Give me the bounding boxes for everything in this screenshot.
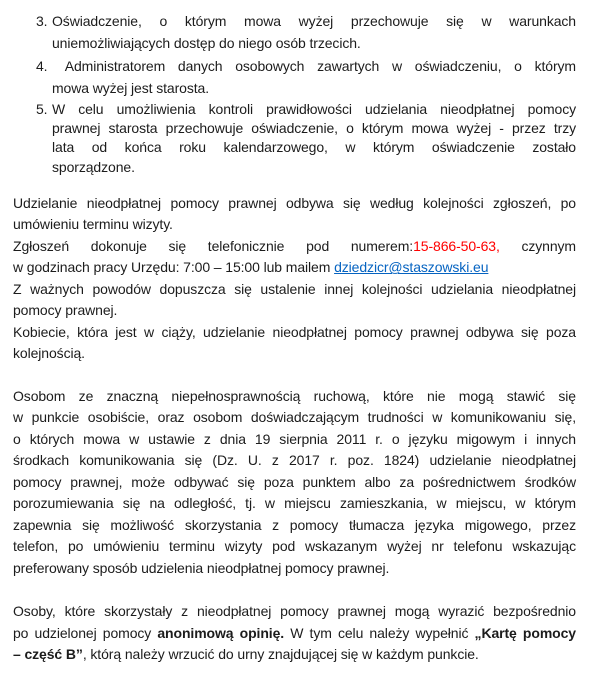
- text-line: Administratorem danych osobowych zawartych w oświadczeniu, o którym: [52, 57, 576, 74]
- email-link[interactable]: dziedzicr@staszowski.eu: [334, 259, 489, 276]
- paragraph-phone-contact: [13, 236, 576, 279]
- bold-text: anonimową opinię.: [157, 624, 285, 641]
- text-line: Z ważnych powodów dopuszcza się ustalenie innej kolejności udzielania nieodpłatnej: [13, 280, 576, 297]
- paragraph-pregnant: [13, 322, 576, 365]
- text-line: [13, 623, 576, 645]
- text-line: o których mowa w ustawie z dnia 19 sierpnia 2011 r. o języku migowym i innych: [13, 430, 576, 447]
- text-segment: , którą należy wrzucić do urny znajdującej się w każdym punkcie.: [82, 646, 479, 663]
- paragraph-disability: [13, 386, 576, 580]
- bold-text: „Kartę pomocy: [474, 624, 576, 641]
- text-line: porozumiewania się na odległość, tj. w miejscu zamieszkania, w miejscu, w którym: [13, 495, 576, 512]
- text-line: [13, 236, 576, 258]
- text-line: zapewnia się możliwość skorzystania z pomocy tłumacza języka migowego, przez: [13, 516, 576, 533]
- list-item-5: [36, 100, 576, 177]
- text-line: [13, 257, 576, 279]
- list-item-number: 3.: [36, 13, 48, 29]
- text-segment: Zgłoszeń dokonuje się telefonicznie pod numerem:: [13, 237, 414, 254]
- text-segment: po udzielonej pomocy: [13, 624, 158, 641]
- list-item-text: [52, 100, 576, 177]
- text-segment: w godzinach pracy Urzędu: 7:00 – 15:00 lub mailem: [13, 259, 335, 276]
- list-item-number: 5.: [36, 100, 48, 117]
- text-line: w punkcie osobiście, oraz osobom doświadczającym trudności w komunikowaniu się,: [13, 409, 576, 426]
- text-line: pomocy prawnej, może odbywać się poza punktem albo za pośrednictwem środków: [13, 473, 576, 490]
- text-line: uniemożliwiających dostęp do niego osób trzecich.: [52, 35, 361, 52]
- text-line: telefon, po umówieniu terminu wizyty pod wskazanym wyżej nr telefonu wskazując: [13, 538, 576, 555]
- bold-text: – część B”: [13, 646, 83, 663]
- text-line: pomocy prawnej.: [13, 302, 118, 319]
- text-line: prawnej starosta przechowuje oświadczenie, o którym mowa wyżej - przez trzy: [52, 119, 576, 136]
- text-line: preferowany sposób udzielenia nieodpłatnej pomocy prawnej.: [13, 559, 390, 576]
- list-item-text: [52, 10, 576, 55]
- text-line: środkach komunikowania się (Dz. U. z 2017 r. poz. 1824) udzielanie nieodpłatnej: [13, 452, 576, 469]
- list-item-number: 4.: [36, 57, 48, 74]
- text-segment: W tym celu należy wypełnić: [284, 624, 475, 641]
- text-line: W celu umożliwienia kontroli prawidłowości udzielania nieodpłatnej pomocy: [52, 100, 576, 117]
- text-line: mowa wyżej jest starosta.: [52, 80, 209, 97]
- text-line: [13, 644, 576, 666]
- text-line: umówieniu terminu wizyty.: [13, 216, 173, 233]
- list-item-text: [52, 55, 576, 100]
- text-line: sporządzone.: [52, 158, 135, 175]
- text-line: Osobom ze znaczną niepełnosprawnością ruchową, które nie mogą stawić się: [13, 387, 576, 404]
- text-line: lata od końca roku kalendarzowego, w którym oświadczenie zostało: [52, 139, 576, 156]
- text-line: kolejnością.: [13, 345, 85, 362]
- text-line: Kobiecie, która jest w ciąży, udzielanie nieodpłatnej pomocy prawnej odbywa się poza: [13, 323, 576, 340]
- list-item-3: [36, 10, 576, 55]
- paragraph-other-order: [13, 279, 576, 322]
- list-item-4: [36, 55, 576, 100]
- paragraph-signup-order: [13, 193, 576, 236]
- text-line: Osoby, które skorzystały z nieodpłatnej pomocy prawnej mogą wyrazić bezpośrednio: [13, 603, 576, 620]
- text-line: Udzielanie nieodpłatnej pomocy prawnej odbywa się według kolejności zgłoszeń, po: [13, 194, 576, 211]
- paragraph-group: [13, 193, 576, 365]
- text-segment: czynnym: [499, 237, 576, 254]
- phone-number: 15-866-50-63,: [413, 237, 500, 254]
- numbered-list: [13, 10, 576, 177]
- text-line: Oświadczenie, o którym mowa wyżej przechowuje się w warunkach: [52, 13, 576, 29]
- paragraph-opinion: [13, 601, 576, 666]
